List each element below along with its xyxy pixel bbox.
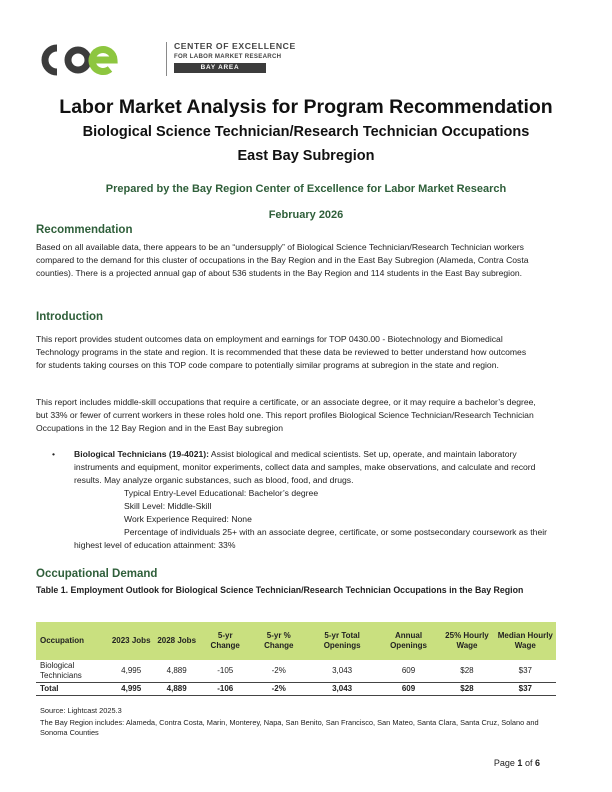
column-header: 5-yr Total Openings	[307, 622, 378, 660]
table-cell: -105	[199, 660, 251, 683]
occupation-description: Assist biological and medical scientists. Set up, operate, and maintain laboratory instruments and equipment, monitor experiments, collect data and samples, make observations, and calculate and record results. May analyze organic substances, such as blood, food, and drugs.	[74, 449, 536, 485]
column-header: Annual Openings	[378, 622, 440, 660]
introduction-paragraph-1: This report provides student outcomes data on employment and earnings for TOP 0430.00 - Biotechnology and Biomedical Technology programs in the state and region. It is recommended that these data be reviewed to better understand how outcomes for students taking courses on this TOP code compare to potentially similar programs at subregion in the state and region.	[36, 334, 527, 370]
table-cell: 609	[378, 660, 440, 683]
table-caption: Table 1. Employment Outlook for Biological Science Technician/Research Technician Occupations in the Bay Region	[36, 585, 524, 595]
table-cell: 4,889	[154, 683, 200, 696]
bullet-text	[74, 448, 556, 487]
recommendation-heading: Recommendation	[36, 224, 133, 236]
table-cell: 4,995	[108, 683, 154, 696]
skill-level: Skill Level: Middle-Skill	[124, 501, 212, 511]
column-header: 5-yr % Change	[251, 622, 306, 660]
coe-logo-mark	[40, 43, 120, 77]
table-row	[36, 660, 556, 683]
column-header: 2028 Jobs	[154, 622, 200, 660]
table-cell: 4,889	[154, 660, 200, 683]
document-date: February 2026	[268, 209, 344, 221]
page-number	[494, 758, 540, 768]
column-header: 2023 Jobs	[108, 622, 154, 660]
coe-logo	[40, 40, 300, 80]
table-cell: 3,043	[307, 683, 378, 696]
table-cell: Biological Technicians	[36, 660, 108, 683]
occupation-bullet	[36, 448, 556, 552]
table-cell: -2%	[251, 660, 306, 683]
column-header: Occupation	[36, 622, 108, 660]
logo-line-1: CENTER OF EXCELLENCE	[174, 41, 296, 51]
page-current: 1	[517, 758, 523, 768]
introduction-heading: Introduction	[36, 311, 104, 323]
bullet-dot: •	[52, 449, 56, 459]
page-word: Page	[493, 758, 515, 768]
table-cell: $37	[495, 683, 556, 696]
logo-divider	[166, 42, 167, 76]
table-header-row	[36, 622, 556, 660]
table-cell: 3,043	[307, 660, 378, 683]
bay-region-note: The Bay Region includes: Alameda, Contra Costa, Marin, Monterey, Napa, San Benito, San Francisco, San Mateo, Santa Clara, Santa Cruz, Solano and Sonoma Counties	[40, 718, 539, 737]
entry-level-education: Typical Entry-Level Educational: Bachelor’s degree	[124, 488, 319, 498]
introduction-paragraph-2: This report includes middle-skill occupations that require a certificate, or an associate degree, or it may require a bachelor’s degree, but 33% or fewer of current workers in these roles hold one. This report profiles Biological Science Technician/Research Technician Occupations in the 12 Bay Region and in the East Bay subregion	[36, 397, 536, 433]
document-subtitle: Biological Science Technician/Research Technician Occupations	[82, 124, 530, 140]
table-cell: $37	[495, 660, 556, 683]
logo-line-2: FOR LABOR MARKET RESEARCH	[174, 53, 282, 60]
page-of: of	[524, 758, 533, 768]
table-cell: Total	[36, 683, 108, 696]
document-subregion: East Bay Subregion	[237, 148, 375, 164]
document-title: Labor Market Analysis for Program Recommendation	[59, 96, 553, 118]
table-cell: -2%	[251, 683, 306, 696]
table-cell: -106	[199, 683, 251, 696]
page-total: 6	[534, 758, 540, 768]
logo-text	[174, 41, 314, 73]
logo-line-3: BAY AREA	[174, 63, 266, 73]
occupation-title: Biological Technicians (19-4021):	[74, 449, 209, 459]
column-header: Median Hourly Wage	[495, 622, 556, 660]
table-total-row	[36, 683, 556, 696]
work-experience: Work Experience Required: None	[124, 514, 252, 524]
table-cell: 609	[378, 683, 440, 696]
education-percentage: Percentage of individuals 25+ with an associate degree, certificate, or some postsecondary coursework as their highest level of education attainment: 33%	[74, 527, 547, 550]
recommendation-text: Based on all available data, there appears to be an “undersupply” of Biological Science Technician/Research Technician workers compared to the demand for this cluster of occupations in the Bay Region and in the East Bay Subregion (Alameda, Contra Costa counties). There is a projected annual gap of about 536 students in the Bay Region and 114 students in the East Bay subregion.	[36, 242, 529, 278]
table-cell: $28	[439, 660, 494, 683]
occupational-demand-heading: Occupational Demand	[36, 568, 158, 580]
column-header: 25% Hourly Wage	[439, 622, 494, 660]
employment-outlook-table	[36, 622, 556, 696]
column-header: 5-yr Change	[199, 622, 251, 660]
table-source: Source: Lightcast 2025.3	[40, 706, 122, 715]
table-cell: 4,995	[108, 660, 154, 683]
table-cell: $28	[439, 683, 494, 696]
prepared-by: Prepared by the Bay Region Center of Excellence for Labor Market Research	[105, 183, 507, 195]
